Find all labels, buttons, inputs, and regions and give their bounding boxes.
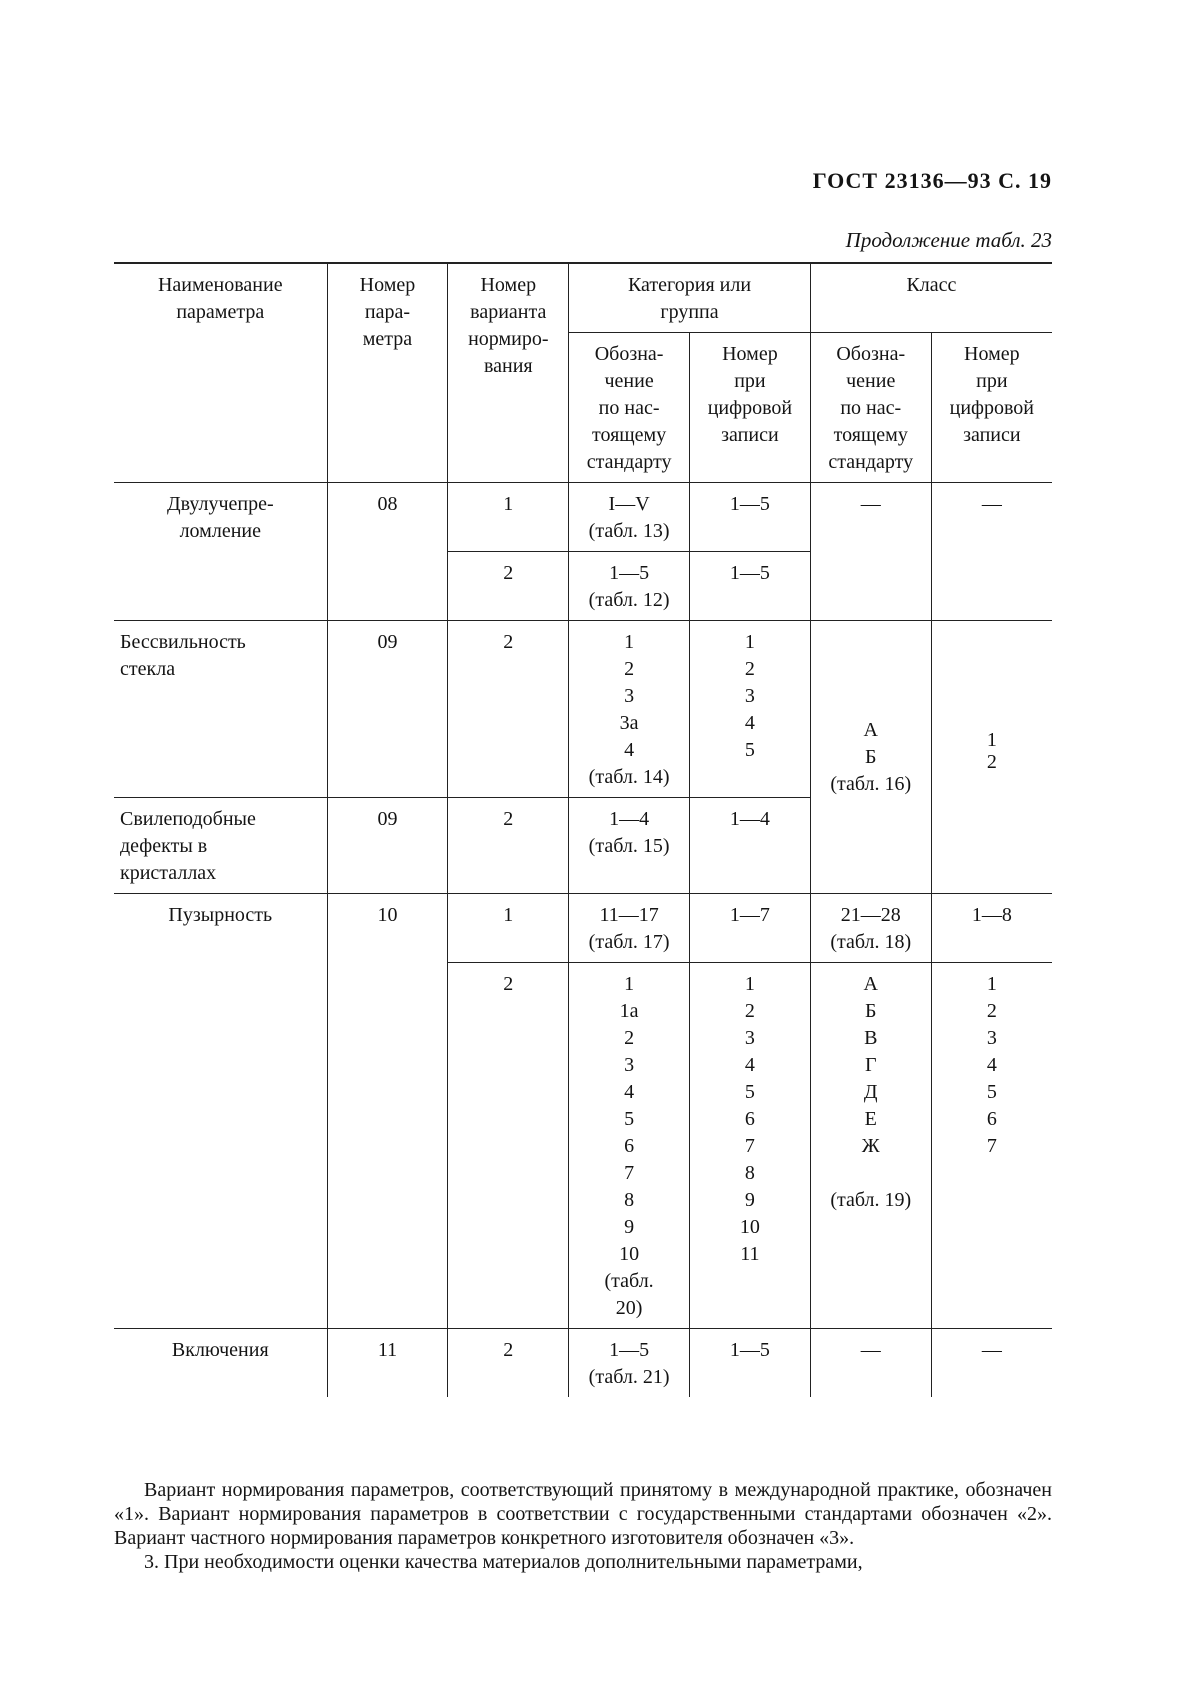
cell-line: Номер: [964, 343, 1020, 365]
cell-line: 3: [986, 1027, 997, 1049]
subheader-category-digital: [690, 333, 811, 483]
cell-line: Г: [864, 1054, 877, 1076]
cell-line: цифровой: [707, 397, 793, 419]
cell-line: записи: [721, 424, 779, 446]
cell-line: 1—8: [971, 904, 1012, 926]
row-class-digital: —: [931, 1329, 1052, 1398]
cell-line: группа: [660, 301, 719, 323]
row-param: 09: [327, 798, 448, 894]
cell-line: стандарту: [586, 451, 672, 473]
cell-line: 1: [624, 973, 635, 995]
cell-line: (табл. 15): [588, 835, 670, 857]
row-category: [569, 1329, 690, 1398]
cell-line: 5: [624, 1108, 635, 1130]
row-category-digital: [690, 894, 811, 963]
row-category-digital: [690, 621, 811, 798]
header-variant-number: [448, 263, 569, 483]
row-name-inclusions: [114, 1329, 327, 1398]
cell-line: (табл.: [604, 1270, 654, 1292]
row-class: [810, 963, 931, 1329]
row-name-birefringence: [114, 483, 327, 621]
cell-line: Обозна-: [594, 343, 664, 365]
cell-line: 4: [744, 1054, 755, 1076]
cell-line: стекла: [120, 658, 176, 680]
cell-line: варианта: [470, 301, 547, 323]
cell-line: 20): [615, 1297, 643, 1319]
cell-line: 1—5: [609, 562, 650, 584]
row-category-digital: [690, 963, 811, 1329]
cell-line: записи: [963, 424, 1021, 446]
cell-line: при: [976, 370, 1008, 392]
cell-line: 2: [744, 658, 755, 680]
cell-line: 3а: [619, 712, 639, 734]
row-category: [569, 621, 690, 798]
cell-line: (табл. 12): [588, 589, 670, 611]
header-class: Класс: [810, 263, 1052, 333]
subheader-category-designation: [569, 333, 690, 483]
cell-line: Наименование: [157, 274, 283, 296]
cell-line: 5: [744, 739, 755, 761]
cell-line: Д: [863, 1081, 878, 1103]
subheader-class-designation: [810, 333, 931, 483]
cell-line: 4: [624, 1081, 635, 1103]
cell-line: Двулучепре-: [166, 493, 274, 515]
cell-line: 6: [624, 1135, 635, 1157]
row-category-digital: [690, 552, 811, 621]
table-row: [114, 1329, 1052, 1398]
cell-line: 3: [744, 685, 755, 707]
row-variant: 2: [448, 798, 569, 894]
cell-line: вания: [483, 355, 533, 377]
cell-line: Номер: [359, 274, 416, 296]
cell-line: 6: [986, 1108, 997, 1130]
cell-line: Б: [864, 746, 877, 768]
cell-line: при: [734, 370, 766, 392]
row-category-digital: [690, 1329, 811, 1398]
subheader-class-digital: [931, 333, 1052, 483]
row-class-digital: [931, 963, 1052, 1329]
cell-line: 1: [744, 631, 755, 653]
cell-line: Номер: [480, 274, 537, 296]
footer-text: [114, 1478, 1052, 1574]
cell-line: (табл. 18): [830, 931, 912, 953]
cell-line: 4: [624, 739, 635, 761]
cell-line: параметра: [176, 301, 265, 323]
cell-line: А: [863, 719, 878, 741]
header-parameter-number: [327, 263, 448, 483]
page-header-title: ГОСТ 23136—93 С. 19: [812, 168, 1052, 193]
cell-line: тоящему: [591, 424, 667, 446]
row-variant: 1: [448, 483, 569, 552]
cell-line: (табл. 16): [830, 773, 912, 795]
cell-line: Обозна-: [836, 343, 906, 365]
cell-line: 7: [744, 1135, 755, 1157]
cell-line: стандарту: [828, 451, 914, 473]
cell-line: Е: [864, 1108, 877, 1130]
row-variant: 1: [448, 894, 569, 963]
row-class-digital-shared: [931, 621, 1052, 894]
cell-line: Ж: [861, 1135, 880, 1157]
cell-line: кристаллах: [120, 862, 217, 884]
cell-line: I—V: [608, 493, 650, 515]
cell-line: 10: [619, 1243, 640, 1265]
row-name-svil-defects: [114, 798, 327, 894]
cell-line: дефекты в: [120, 835, 208, 857]
cell-line: чение: [604, 370, 654, 392]
table-continuation-label: Продолжение табл. 23: [845, 228, 1052, 252]
cell-line: Номер: [722, 343, 778, 365]
row-variant: 2: [448, 621, 569, 798]
cell-line: 21—28: [840, 904, 901, 926]
row-class: [810, 894, 931, 963]
row-category-digital: [690, 483, 811, 552]
header-category-group: [569, 263, 811, 333]
cell-line: Включения: [171, 1339, 269, 1361]
cell-line: по нас-: [598, 397, 660, 419]
cell-line: 1—4: [729, 808, 770, 830]
cell-line: ломление: [179, 520, 261, 542]
row-param: 09: [327, 621, 448, 798]
row-category-digital: [690, 798, 811, 894]
row-class-digital: —: [931, 483, 1052, 621]
row-class-digital: [931, 894, 1052, 963]
cell-line: (табл. 14): [588, 766, 670, 788]
cell-line: 1—7: [729, 904, 770, 926]
cell-line: 2: [986, 751, 997, 773]
cell-line: 1—5: [729, 562, 770, 584]
row-class-shared: [810, 621, 931, 894]
table-row: [114, 621, 1052, 798]
row-variant: 2: [448, 1329, 569, 1398]
cell-line: В: [864, 1027, 878, 1049]
cell-line: 9: [744, 1189, 755, 1211]
cell-line: 1—5: [729, 1339, 770, 1361]
cell-line: 6: [744, 1108, 755, 1130]
cell-line: 3: [624, 685, 635, 707]
row-param-bubbles: 10: [327, 894, 448, 1329]
cell-line: 1—4: [609, 808, 650, 830]
cell-line: чение: [846, 370, 896, 392]
cell-line: Б: [864, 1000, 877, 1022]
cell-line: Пузырность: [168, 904, 273, 926]
cell-line: 1—5: [609, 1339, 650, 1361]
cell-line: Категория или: [627, 274, 752, 296]
row-category: [569, 798, 690, 894]
cell-line: метра: [362, 328, 413, 350]
cell-line: 2: [986, 1000, 997, 1022]
cell-line: 9: [624, 1216, 635, 1238]
row-category: [569, 963, 690, 1329]
cell-line: 1: [624, 631, 635, 653]
cell-line: 5: [986, 1081, 997, 1103]
row-name-bubbles: [114, 894, 327, 1329]
parameters-table: [114, 262, 1052, 1397]
cell-line: 7: [624, 1162, 635, 1184]
cell-line: А: [863, 973, 878, 995]
row-param-birefringence: 08: [327, 483, 448, 621]
cell-line: 2: [624, 658, 635, 680]
cell-line: 7: [986, 1135, 997, 1157]
header-parameter-name: [114, 263, 327, 483]
cell-line: Свилеподобные: [120, 808, 256, 830]
cell-line: 3: [624, 1054, 635, 1076]
cell-line: 8: [624, 1189, 635, 1211]
cell-line: 1: [986, 729, 997, 751]
footer-paragraph-variants: Вариант нормирования параметров, соответствующий принятому в международной практике, обозначен «1». Вариант нормирования параметров в соответствии с государственными стандартами обозначен «2». Вариант частного нормирования параметров конкретного изготовителя обозначен «3».: [114, 1479, 1052, 1549]
cell-line: по нас-: [840, 397, 902, 419]
row-category: [569, 552, 690, 621]
cell-line: 5: [744, 1081, 755, 1103]
table-header-row: [114, 263, 1052, 333]
cell-line: 11—17: [599, 904, 659, 926]
cell-line: (табл. 13): [588, 520, 670, 542]
cell-line: 8: [744, 1162, 755, 1184]
table-row: [114, 894, 1052, 963]
cell-line: 2: [744, 1000, 755, 1022]
row-param: 11: [327, 1329, 448, 1398]
cell-line: 4: [986, 1054, 997, 1076]
row-class: —: [810, 483, 931, 621]
cell-line: 11: [740, 1243, 760, 1265]
cell-line: 2: [624, 1027, 635, 1049]
cell-line: 1—5: [729, 493, 770, 515]
cell-line: 4: [744, 712, 755, 734]
cell-line: 10: [739, 1216, 760, 1238]
footer-paragraph-item-3: 3. При необходимости оценки качества материалов дополнительными параметрами,: [144, 1551, 863, 1573]
cell-line: [814, 1160, 928, 1187]
cell-line: тоящему: [833, 424, 908, 446]
row-category: [569, 894, 690, 963]
row-variant: 2: [448, 552, 569, 621]
cell-line: пара-: [364, 301, 411, 323]
cell-line: (табл. 17): [588, 931, 670, 953]
table-row: [114, 483, 1052, 552]
cell-line: (табл. 21): [588, 1366, 670, 1388]
cell-line: нормиро-: [468, 328, 549, 350]
cell-line: (табл. 19): [830, 1189, 912, 1211]
cell-line: Бессвильность: [120, 631, 246, 653]
row-name-bessvilnost: [114, 621, 327, 798]
row-variant: 2: [448, 963, 569, 1329]
cell-line: 1: [744, 973, 755, 995]
cell-line: 1: [986, 973, 997, 995]
row-category: [569, 483, 690, 552]
cell-line: 1а: [619, 1000, 639, 1022]
cell-line: цифровой: [949, 397, 1034, 419]
cell-line: 3: [744, 1027, 755, 1049]
row-class: —: [810, 1329, 931, 1398]
